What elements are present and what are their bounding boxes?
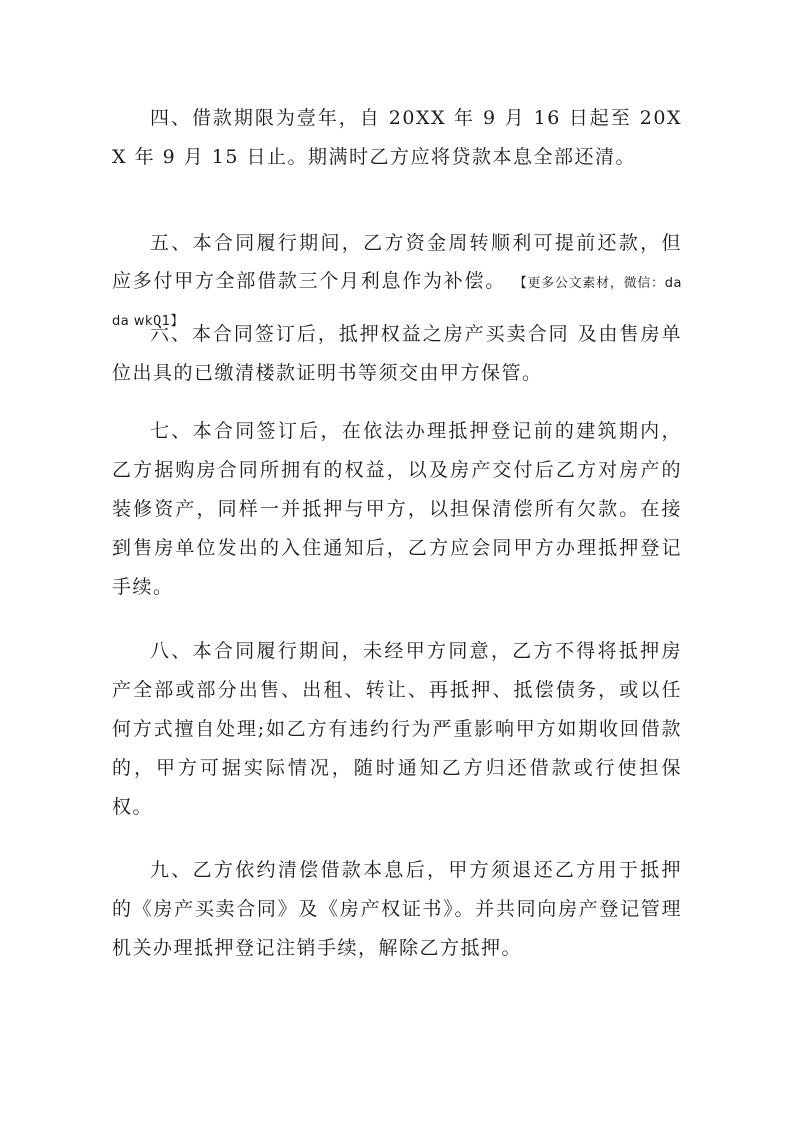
- clause-five-text: 五、本合同履行期间，乙方资金周转顺利可提前还款，但应多付甲方全部借款三个月利息作为补偿。: [112, 232, 682, 292]
- clause-nine: 九、乙方依约清偿借款本息后，甲方须退还乙方用于抵押的《房产买卖合同》及《房产权证书》。并共同向房产登记管理机关办理抵押登记注销手续，解除乙方抵押。: [112, 859, 682, 959]
- clause-seven: 七、本合同签订后，在依法办理抵押登记前的建筑期内，乙方据购房合同所拥有的权益，以及房产交付后乙方对房产的装修资产，同样一并抵押与甲方，以担保清偿所有欠款。在接到售房单位发出的入住通知后，乙方应会同甲方办理抵押登记手续。: [112, 420, 682, 598]
- clause-four: 四、借款期限为壹年，自 20XX 年 9 月 16 日起至 20XX 年 9 月 15 日止。期满时乙方应将贷款本息全部还清。: [112, 107, 682, 168]
- clause-six: 六、本合同签订后，抵押权益之房产买卖合同 及由售房单位出具的已缴清楼款证明书等须交由甲方保管。: [112, 323, 682, 384]
- clause-eight: 八、本合同履行期间，未经甲方同意，乙方不得将抵押房产全部或部分出售、出租、转让、再抵押、抵偿债务，或以任何方式擅自处理;如乙方有违约行为严重影响甲方如期收回借款的，甲方可据实际情况，随时通知乙方归还借款或行使担保权。: [112, 640, 682, 818]
- promo-note: 【更多公文素材，微信：dada wk01】: [112, 276, 682, 329]
